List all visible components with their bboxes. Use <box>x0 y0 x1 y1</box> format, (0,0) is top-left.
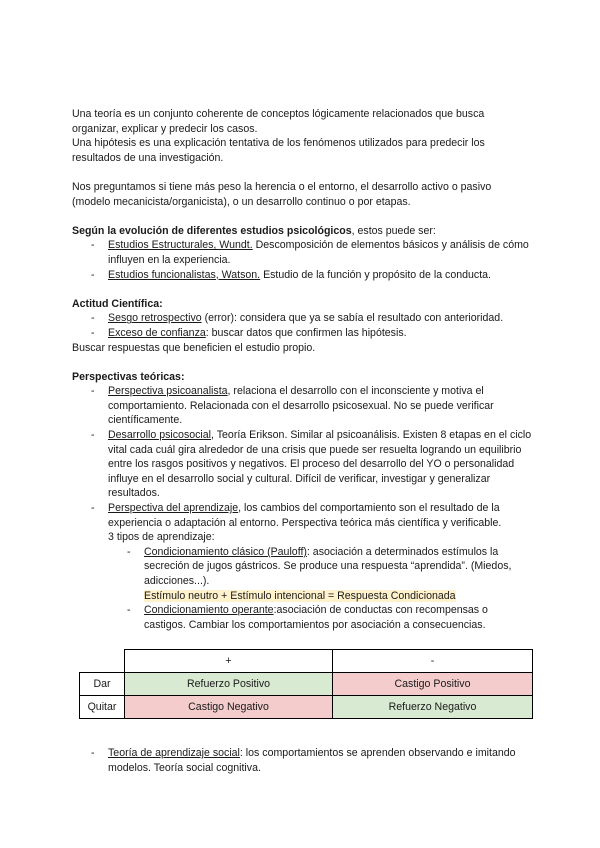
list-item-term: Perspectiva psicoanalista <box>108 385 228 398</box>
social-list <box>72 746 532 775</box>
sublist-item-term: Condicionamiento clásico (Pauloff) <box>144 545 307 558</box>
table-cell: Refuerzo Positivo <box>125 673 333 696</box>
list-item-term: Estudios Estructurales, Wundt. <box>108 239 253 252</box>
list-item-term: Teoría de aprendizaje social <box>108 747 240 759</box>
table-header-row <box>80 650 533 673</box>
table-cell: Refuerzo Negativo <box>333 696 533 719</box>
intro-teoria: Una teoría es un conjunto coherente de conceptos lógicamente relacionados que busca organizar, explicar y predecir los casos. <box>72 108 485 135</box>
sublist-item <box>144 603 532 632</box>
list-item-text: : los comportamientos se aprenden observando e imitando modelos. Teoría social cognitiva. <box>108 747 516 774</box>
list-item <box>108 326 532 341</box>
table-row <box>80 696 533 719</box>
evolucion-list <box>72 238 532 282</box>
list-item-term: Desarrollo psicosocial <box>108 429 212 442</box>
list-item-extra: 3 tipos de aprendizaje: <box>108 531 215 544</box>
list-item <box>108 311 532 326</box>
table-cell: Castigo Positivo <box>333 673 533 696</box>
table-row <box>80 673 533 696</box>
list-item <box>108 238 532 267</box>
list-item <box>108 746 532 775</box>
list-item-text: , relaciona el desarrollo con el inconsciente y motiva el comportamiento. Relacionada con el desarrollo psicosexual. No se puede verificar científicamente. <box>108 385 494 427</box>
sublist-item-text: :asociación de conductas con recompensas o castigos. Cambiar los comportamientos por asociación a consecuencias. <box>144 604 488 631</box>
list-item-text: , Teoría Erikson. Similar al psicoanálisis. Existen 8 etapas en el ciclo vital cada cuál gira alrededor de una crisis que puede ser resuelta logrando un equilibrio entre los rasgos positivos y negativos. El proceso del desarrollo del YO o personalidad influye en el desarrollo social y cultural. Difícil de verificar, investigar y generalizar resultados. <box>108 429 532 500</box>
sublist-item-text: : asociación a determinados estímulos la secreción de jugos gástricos. Se produce una respuesta “aprendida”. (Miedos, adicciones...). <box>144 545 512 587</box>
table-cell: Castigo Negativo <box>125 696 333 719</box>
perspectivas-list <box>72 384 532 632</box>
aprendizaje-sublist <box>108 545 532 633</box>
table-row-label: Dar <box>80 673 125 696</box>
evolucion-heading-tail: , estos puede ser: <box>351 224 436 237</box>
table-corner-cell <box>80 650 125 673</box>
list-item-text: : buscar datos que confirmen las hipótesis. <box>205 326 407 339</box>
table-header-minus: - <box>333 650 533 673</box>
actitud-heading: Actitud Científica: <box>72 297 163 310</box>
list-item-term: Estudios funcionalistas, Watson. <box>108 268 261 281</box>
evolucion-heading: Según la evolución de diferentes estudios psicológicos <box>72 224 352 237</box>
evolucion-heading-line <box>72 224 532 239</box>
actitud-list <box>72 311 532 340</box>
list-item-term: Sesgo retrospectivo <box>108 312 202 325</box>
table-row-label: Quitar <box>80 696 125 719</box>
refuerzo-table <box>79 649 533 719</box>
list-item-text: , los cambios del comportamiento son el resultado de la experiencia o adaptación al entorno. Perspectiva teórica más científica y verificable. <box>108 502 502 529</box>
list-item <box>108 268 532 283</box>
list-item-text: Descomposición de elementos básicos y análisis de cómo influyen en la experiencia. <box>108 239 529 266</box>
perspectivas-heading: Perspectivas teóricas: <box>72 370 185 383</box>
document-body <box>72 107 532 632</box>
sublist-item <box>144 545 532 603</box>
sublist-item-term: Condicionamiento operante <box>144 604 274 617</box>
intro-preguntas: Nos preguntamos si tiene más peso la herencia o el entorno, el desarrollo activo o pasivo (modelo mecanicista/organicista), o un desarrollo continuo o por etapas. <box>72 180 492 208</box>
table-header-plus: + <box>125 650 333 673</box>
list-item <box>108 501 532 632</box>
list-item-text: Estudio de la función y propósito de la conducta. <box>260 268 491 281</box>
list-item-term: Perspectiva del aprendizaje <box>108 502 239 515</box>
list-item-term: Exceso de confianza <box>108 326 206 339</box>
social-section <box>72 746 532 775</box>
highlighted-formula: Estímulo neutro + Estímulo intencional = Respuesta Condicionada <box>144 589 456 602</box>
intro-hipotesis: Una hipótesis es una explicación tentativa de los fenómenos utilizados para predecir los resultados de una investigación. <box>72 137 485 164</box>
actitud-footer: Buscar respuestas que beneficien el estudio propio. <box>72 341 316 354</box>
list-item-text: (error): considera que ya se sabía el resultado con anterioridad. <box>201 312 504 325</box>
list-item <box>108 384 532 428</box>
list-item <box>108 428 532 501</box>
